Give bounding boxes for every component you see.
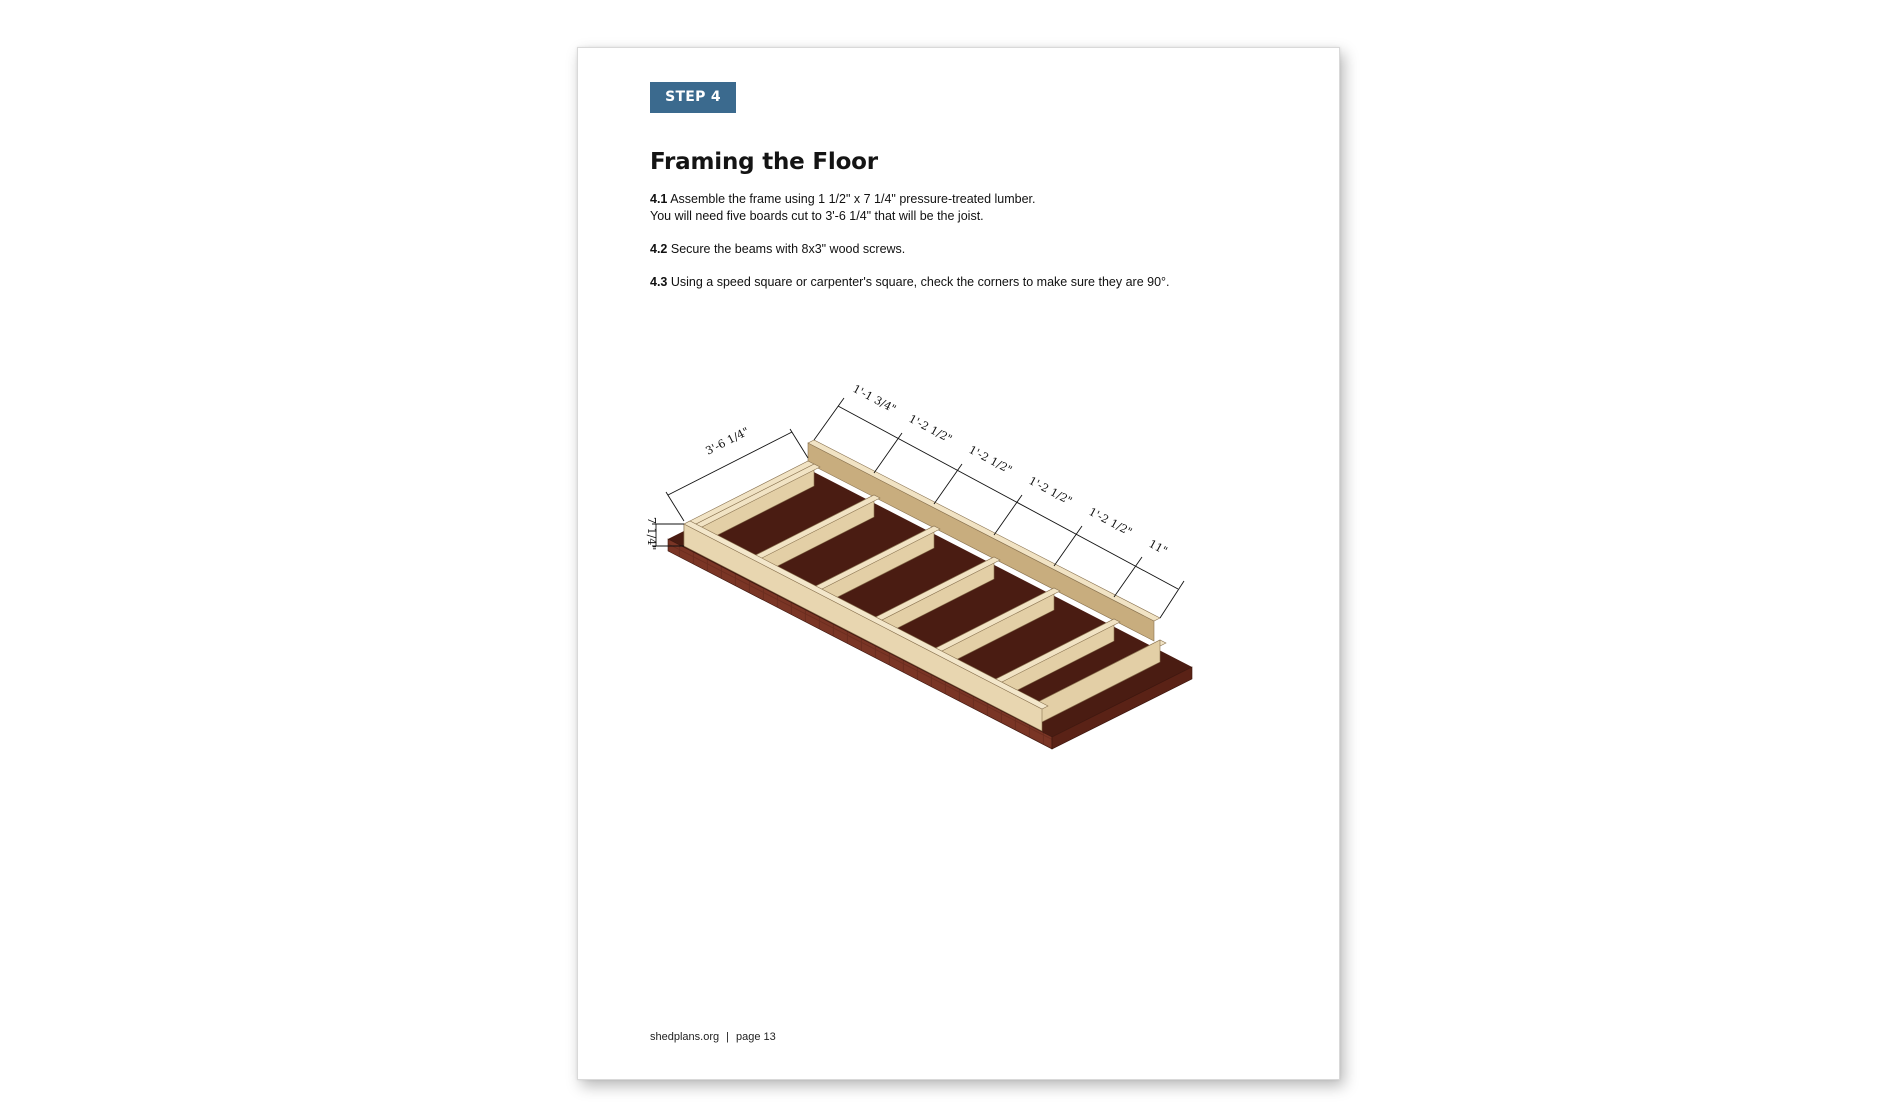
dimension-width-label: 3'-6 1/4": [703, 424, 752, 458]
instruction-text: Secure the beams with 8x3" wood screws.: [670, 242, 906, 256]
instruction-number: 4.1: [650, 192, 668, 206]
dimension-spacing-label: 1'-2 1/2": [966, 443, 1015, 477]
instruction-number: 4.3: [650, 275, 668, 289]
dimension-spacing-label: 1'-2 1/2": [1026, 474, 1075, 508]
footer-site: shedplans.org: [650, 1031, 720, 1043]
dimension-spacing-label: 1'-1 3/4": [850, 382, 899, 416]
instruction-4-2: [650, 241, 905, 258]
footer-separator: |: [726, 1031, 729, 1043]
dimension-spacing-label: 11": [1146, 537, 1170, 558]
dimension-height-label: 7 1/4": [645, 517, 658, 551]
floor-frame-diagram: [638, 382, 1268, 823]
step-badge: STEP 4: [650, 82, 736, 113]
dimension-spacing-label: 1'-2 1/2": [906, 412, 955, 446]
document-page: [577, 47, 1340, 1080]
dimension-spacing-label: 1'-2 1/2": [1086, 505, 1135, 539]
instruction-text: Assemble the frame using 1 1/2" x 7 1/4" pressure-treated lumber.: [670, 192, 1036, 206]
instruction-text: You will need five boards cut to 3'-6 1/4" that will be the joist.: [650, 209, 984, 223]
page-footer: [650, 1031, 776, 1043]
instruction-4-3: [650, 274, 1170, 291]
instruction-number: 4.2: [650, 242, 668, 256]
instruction-text: Using a speed square or carpenter's square, check the corners to make sure they are 90°.: [670, 275, 1170, 289]
page-title: Framing the Floor: [650, 149, 878, 175]
instruction-4-1: [650, 191, 1036, 225]
footer-page-number: page 13: [735, 1031, 776, 1043]
